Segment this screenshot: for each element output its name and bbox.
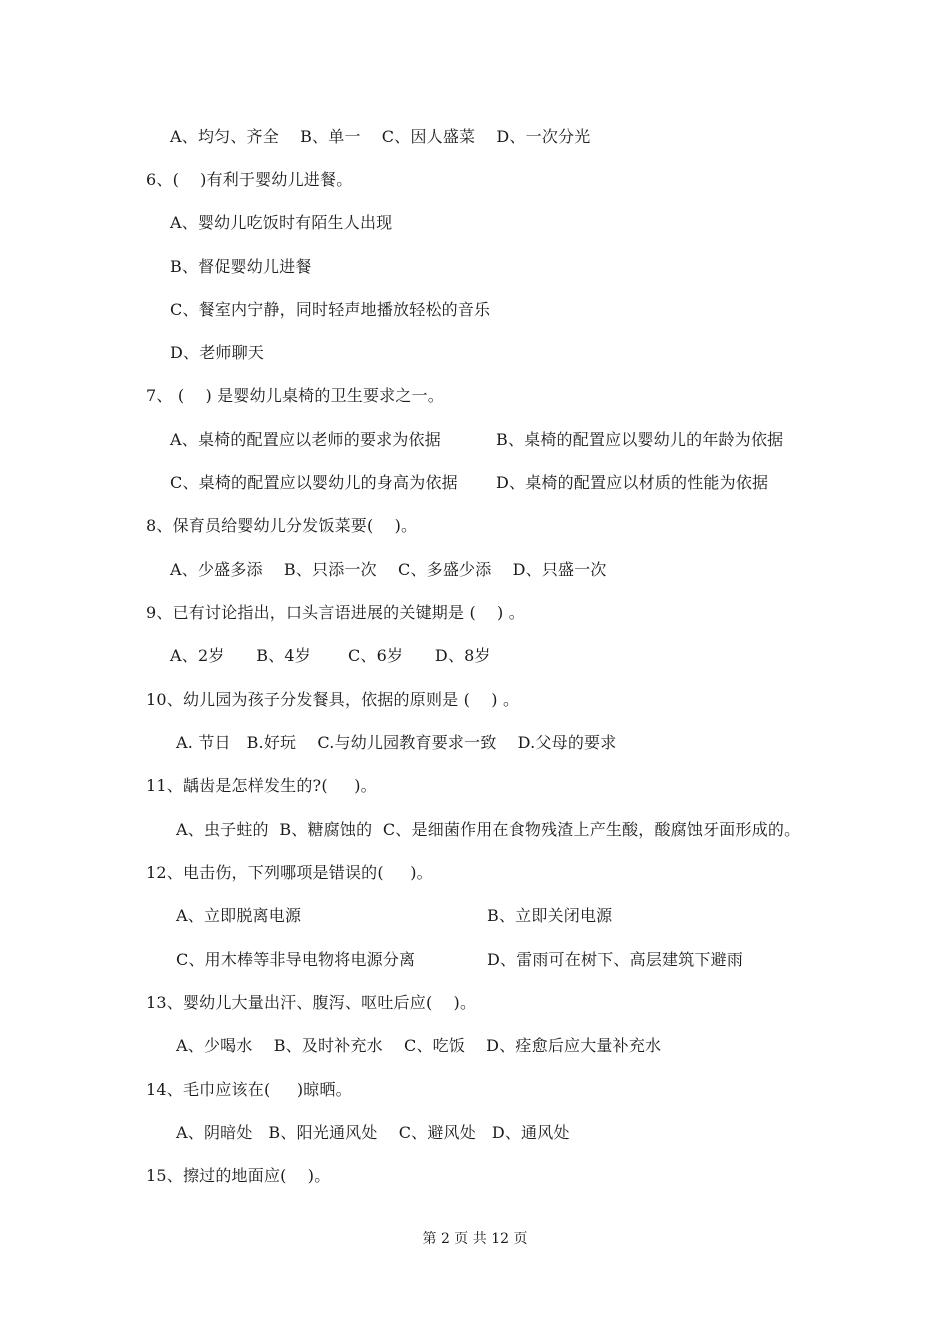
q5-options: A、均匀、齐全 B、单一 C、因人盛菜 D、一次分光 (170, 127, 591, 146)
q7-option-d: D、桌椅的配置应以材质的性能为依据 (496, 473, 769, 492)
q7-question: 7、 ( ) 是婴幼儿桌椅的卫生要求之一。 (146, 386, 444, 405)
q15-question: 15、擦过的地面应( )。 (146, 1166, 331, 1185)
q12-option-c: C、用木棒等非导电物将电源分离 (176, 950, 416, 969)
q6-option-b: B、督促婴幼儿进餐 (170, 257, 312, 276)
q14-question: 14、毛巾应该在( )晾晒。 (146, 1080, 352, 1099)
page-footer: 第 2 页 共 12 页 (422, 1231, 528, 1247)
q6-option-d: D、老师聊天 (170, 343, 265, 362)
q9-question: 9、已有讨论指出，口头言语进展的关键期是 ( ) 。 (146, 603, 525, 622)
q13-options: A、少喝水 B、及时补充水 C、吃饭 D、痊愈后应大量补充水 (176, 1036, 662, 1055)
q7-option-c: C、桌椅的配置应以婴幼儿的身高为依据 (170, 473, 458, 492)
q11-options: A、虫子蛀的 B、糖腐蚀的 C、是细菌作用在食物残渣上产生酸，酸腐蚀牙面形成的。 (176, 820, 801, 839)
q6-question: 6、( )有利于婴幼儿进餐。 (146, 170, 353, 189)
q12-question: 12、电击伤，下列哪项是错误的( )。 (146, 863, 433, 882)
q8-options: A、少盛多添 B、只添一次 C、多盛少添 D、只盛一次 (170, 560, 607, 579)
q8-question: 8、保育员给婴幼儿分发饭菜要( )。 (146, 516, 418, 535)
q10-options: A. 节日 B.好玩 C.与幼儿园教育要求一致 D.父母的要求 (176, 733, 617, 752)
q7-option-a: A、桌椅的配置应以老师的要求为依据 (170, 430, 441, 449)
q9-options: A、2岁 B、4岁 C、6岁 D、8岁 (170, 646, 491, 665)
q13-question: 13、婴幼儿大量出汗、腹泻、呕吐后应( )。 (146, 993, 477, 1012)
q11-question: 11、龋齿是怎样发生的?( )。 (146, 776, 377, 795)
q7-option-b: B、桌椅的配置应以婴幼儿的年龄为依据 (496, 430, 784, 449)
q6-option-a: A、婴幼儿吃饭时有陌生人出现 (170, 213, 393, 232)
q14-options: A、阴暗处 B、阳光通风处 C、避风处 D、通风处 (176, 1123, 570, 1142)
q6-option-c: C、餐室内宁静，同时轻声地播放轻松的音乐 (170, 300, 491, 319)
q12-option-b: B、立即关闭电源 (487, 906, 613, 925)
q12-option-a: A、立即脱离电源 (176, 906, 302, 925)
q12-option-d: D、雷雨可在树下、高层建筑下避雨 (487, 950, 744, 969)
q10-question: 10、幼儿园为孩子分发餐具，依据的原则是 ( ) 。 (146, 690, 520, 709)
